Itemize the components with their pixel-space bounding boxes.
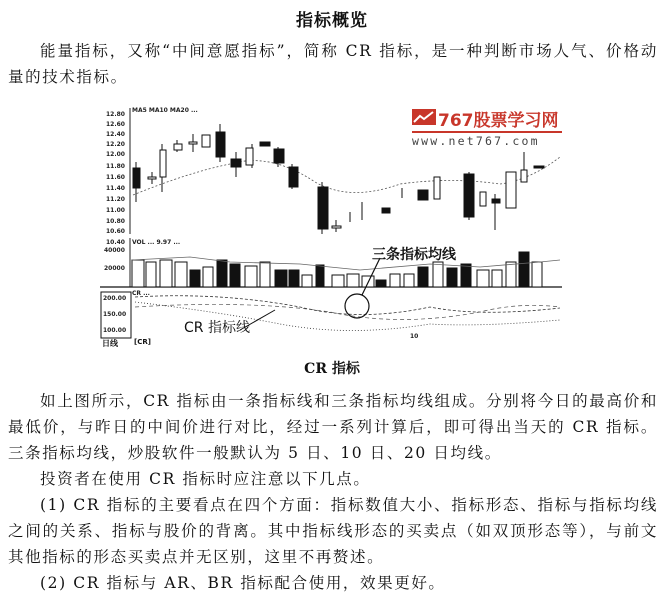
body-paragraph-2: 投资者在使用 CR 指标时应注意以下几点。 (40, 470, 371, 488)
svg-text:11.40: 11.40 (106, 185, 125, 192)
chart-footer-code: [CR] (134, 338, 151, 346)
body-paragraph-4: (2) CR 指标与 AR、BR 指标配合使用，效果更好。 (40, 574, 446, 592)
ma-lines-annotation: 三条指标均线 (372, 247, 456, 263)
svg-text:MA5 MA10 MA20 ...: MA5 MA10 MA20 ... (132, 107, 198, 114)
watermark-logo (412, 106, 562, 148)
svg-text:40000: 40000 (104, 247, 125, 254)
price-axis-labels (106, 111, 125, 235)
intro-paragraph: 能量指标，又称“中间意愿指标”，简称 CR 指标，是一种判断市场人气、价格动量的技术指标。 (8, 42, 658, 86)
svg-text:12.00: 12.00 (106, 151, 125, 158)
svg-text:12.60: 12.60 (106, 121, 125, 128)
watermark-brand: 767股票学习网 (438, 111, 559, 131)
svg-text:100.00: 100.00 (103, 327, 127, 334)
chart-footer-period: 日线 (102, 339, 118, 348)
body-paragraph-3: (1) CR 指标的主要看点在四个方面：指标数值大小、指标形态、指标与指标均线之间的关系、指标与股价的背离。其中指标线形态的买卖点（如双顶形态等），与前文其他指标的形态买卖点并无区别，这里不再赘述。 (8, 496, 658, 566)
svg-text:12.40: 12.40 (106, 131, 125, 138)
svg-text:200.00: 200.00 (103, 295, 127, 302)
figure-caption: CR 指标 (304, 361, 360, 377)
svg-text:12.20: 12.20 (106, 141, 125, 148)
svg-text:11.80: 11.80 (106, 163, 125, 170)
svg-text:10.40: 10.40 (106, 239, 125, 246)
watermark-url: www.net767.com (412, 131, 562, 148)
svg-text:10.60: 10.60 (106, 228, 125, 235)
svg-text:11.60: 11.60 (106, 174, 125, 181)
cr-line-annotation: CR 指标线 (184, 320, 250, 336)
svg-text:10: 10 (410, 333, 419, 340)
page-title: 指标概览 (296, 11, 368, 31)
body-paragraph-1: 如上图所示，CR 指标由一条指标线和三条指标均线组成。分别将今日的最高价和最低价，与昨日的中间价进行对比，经过一系列计算后，即可得出当天的 CR 指标。三条指标均线，炒股软件一般默认为 5 日、10 日、20 日均线。 (8, 392, 658, 462)
svg-text:11.20: 11.20 (106, 196, 125, 203)
svg-text:VOL ... 9.97 ...: VOL ... 9.97 ... (132, 239, 181, 246)
svg-text:20000: 20000 (104, 265, 125, 272)
svg-text:12.80: 12.80 (106, 111, 125, 118)
svg-text:CR ...: CR ... (132, 290, 150, 297)
rising-chart-icon (412, 109, 436, 129)
svg-text:11.00: 11.00 (106, 207, 125, 214)
svg-text:10.80: 10.80 (106, 218, 125, 225)
svg-text:150.00: 150.00 (103, 311, 127, 318)
